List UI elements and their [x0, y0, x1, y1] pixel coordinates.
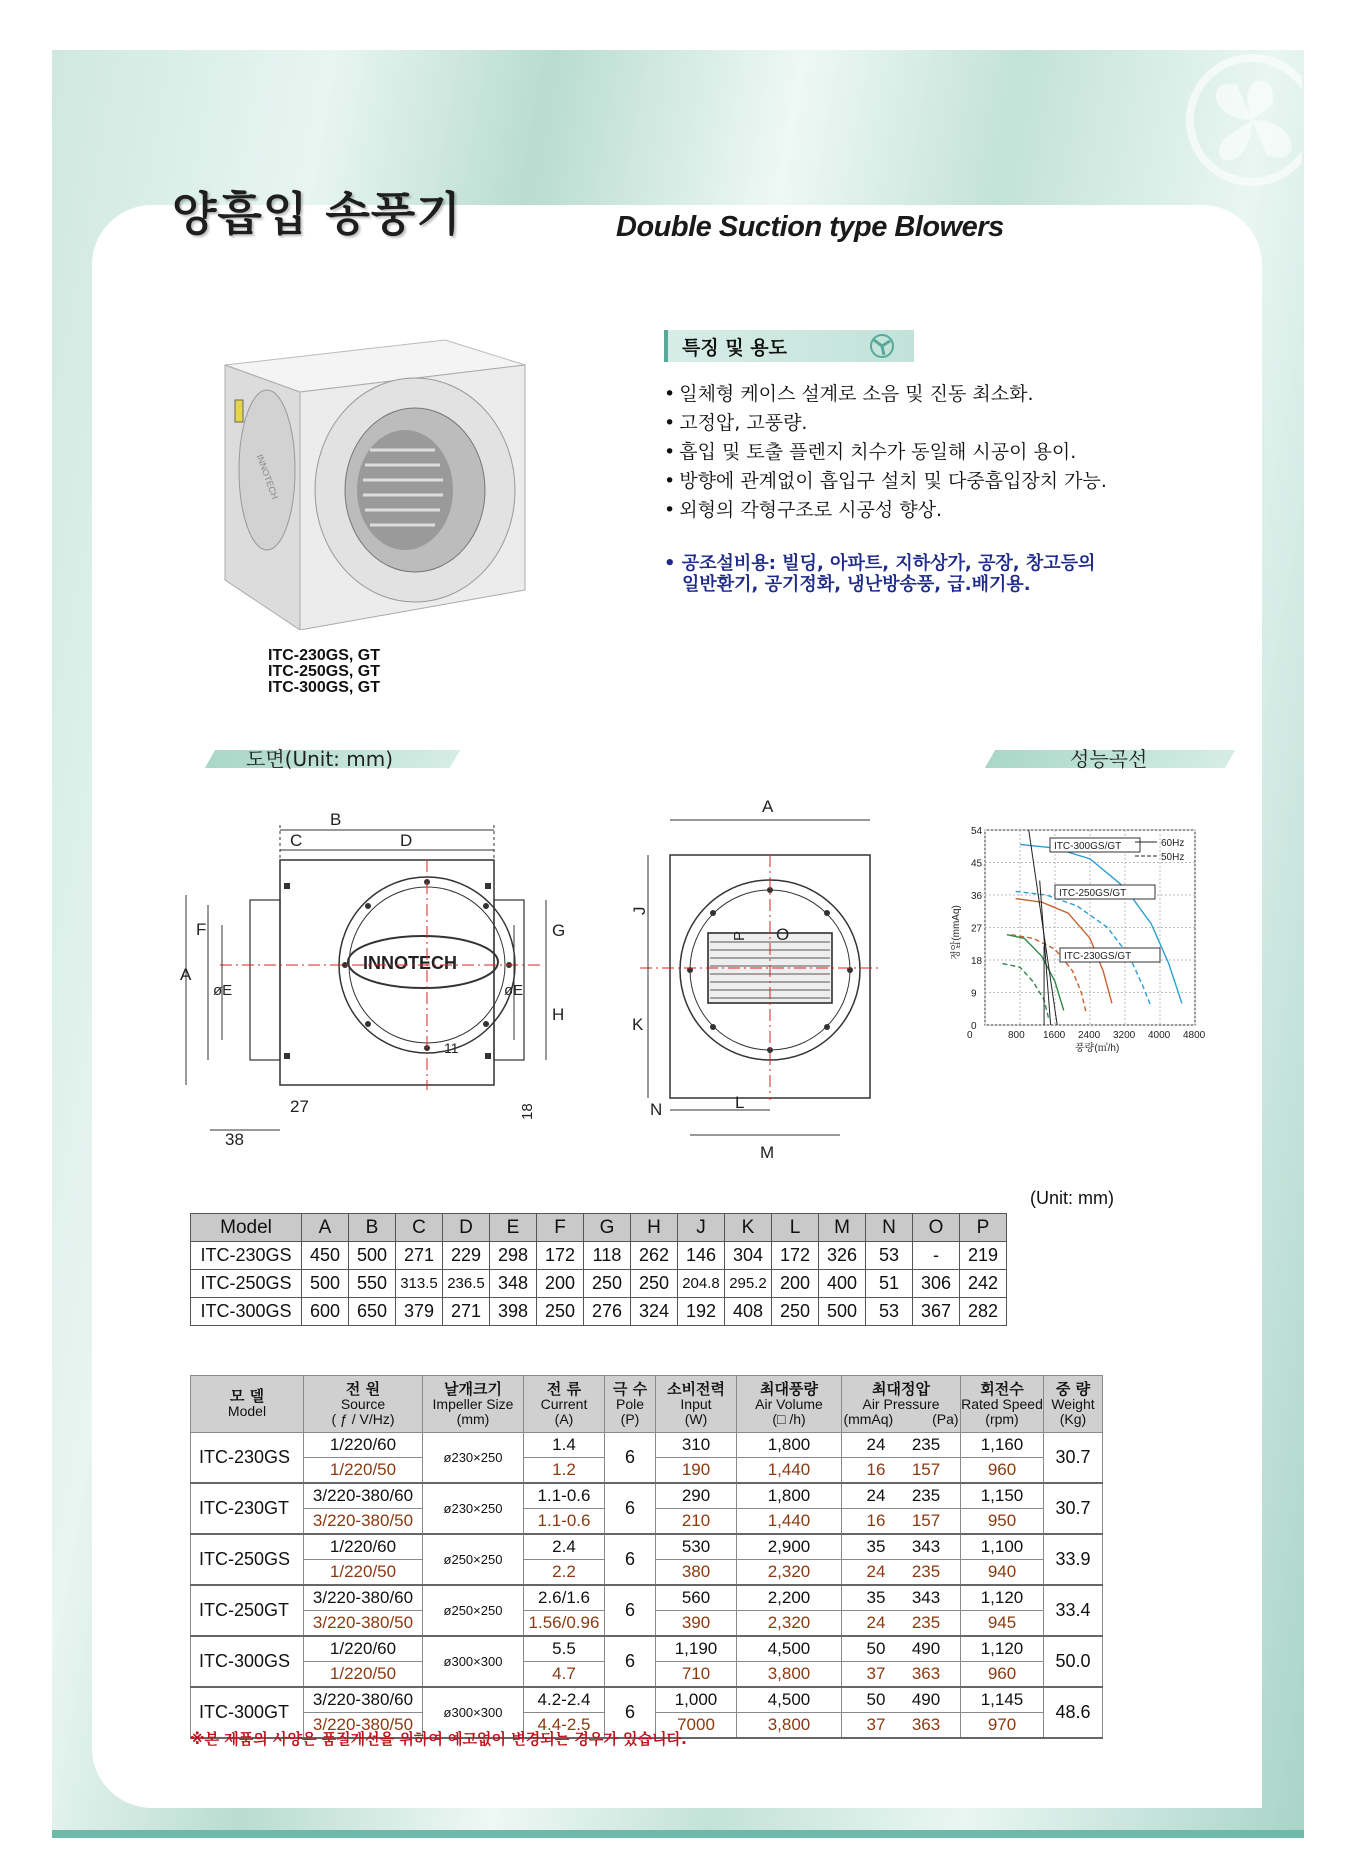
dim-header-g: G: [584, 1214, 631, 1242]
dim-header-n: N: [866, 1214, 913, 1242]
footnote: ※본 제품의 사양은 품질개선을 위하여 예고없이 변경되는 경우가 있습니다.: [190, 1730, 687, 1748]
spec-cell: [842, 1509, 961, 1535]
spec-cell: 560: [656, 1585, 737, 1611]
chart-x-tick: 0: [967, 1030, 973, 1041]
dim-table-unit: (Unit: mm): [1030, 1188, 1114, 1208]
dim-cell: 367: [913, 1298, 960, 1326]
pressure-mmaq: 24: [866, 1435, 886, 1454]
dim-label-G: G: [552, 921, 566, 940]
spec-cell: 1.2: [524, 1458, 605, 1484]
spec-cell: 3/220-380/50: [304, 1611, 423, 1637]
chart-x-tick: 1600: [1043, 1030, 1066, 1041]
spec-cell-model: ITC-230GS: [191, 1433, 304, 1484]
pressure-pa: 157: [911, 1460, 941, 1479]
dim-cell: 200: [772, 1270, 819, 1298]
dim-header-f: F: [537, 1214, 584, 1242]
dim-cell: 550: [349, 1270, 396, 1298]
dim-cell: 236.5: [443, 1270, 490, 1298]
spec-cell: 1,000: [656, 1687, 737, 1713]
page-subtitle: Double Suction type Blowers: [590, 205, 1030, 254]
dim-cell-model: ITC-300GS: [191, 1298, 302, 1326]
dim-cell: 348: [490, 1270, 537, 1298]
pressure-pa: 157: [911, 1511, 941, 1530]
dim-header-l: L: [772, 1214, 819, 1242]
dim-cell: 304: [725, 1242, 772, 1270]
pressure-mmaq: 50: [866, 1639, 886, 1658]
spec-cell: ø250×250: [423, 1585, 524, 1636]
chart-y-tick: 54: [971, 826, 983, 837]
spec-cell: [842, 1560, 961, 1586]
spec-cell: 1/220/60: [304, 1433, 423, 1458]
features-list: [664, 380, 1107, 525]
dim-label-27: 27: [290, 1097, 309, 1116]
dim-cell: 306: [913, 1270, 960, 1298]
spec-cell: 6: [605, 1585, 656, 1636]
dim-header-o: O: [913, 1214, 960, 1242]
spec-cell: 960: [961, 1662, 1044, 1688]
dim-cell: 250: [631, 1270, 678, 1298]
spec-cell: [842, 1433, 961, 1458]
spec-cell: 2.4: [524, 1534, 605, 1560]
spec-cell: 310: [656, 1433, 737, 1458]
spec-cell: 4.2-2.4: [524, 1687, 605, 1713]
spec-cell: 1.1-0.6: [524, 1483, 605, 1509]
spec-cell: 2,900: [737, 1534, 842, 1560]
dimension-table: [190, 1213, 1007, 1326]
spec-cell: 530: [656, 1534, 737, 1560]
dim-header-e: E: [490, 1214, 537, 1242]
table-row: [191, 1242, 1007, 1270]
chart-y-tick: 0: [971, 1021, 977, 1032]
dim-cell: 650: [349, 1298, 396, 1326]
pressure-mmaq: 35: [866, 1588, 886, 1607]
feature-item: • 흡입 및 토출 플렌지 치수가 동일해 시공이 용이.: [664, 438, 1107, 467]
spec-cell: [842, 1636, 961, 1662]
table-row: [191, 1585, 1103, 1611]
dim-cell: 192: [678, 1298, 725, 1326]
spec-cell: 3/220-380/50: [304, 1713, 423, 1739]
spec-cell: 3/220-380/60: [304, 1687, 423, 1713]
spec-cell-model: ITC-230GT: [191, 1483, 304, 1534]
spec-cell: [842, 1483, 961, 1509]
dim-header-h: H: [631, 1214, 678, 1242]
chart-annotation: ITC-300GS/GT: [1054, 841, 1122, 852]
dim-cell: 326: [819, 1242, 866, 1270]
dim-cell: 172: [772, 1242, 819, 1270]
spec-cell: 2.2: [524, 1560, 605, 1586]
dim-label-P: P: [731, 930, 748, 941]
chart-y-tick: 9: [971, 988, 977, 1000]
spec-cell: 4,500: [737, 1636, 842, 1662]
spec-cell: 970: [961, 1713, 1044, 1739]
spec-header: 전 류 Current (A): [524, 1376, 605, 1433]
dim-header-d: D: [443, 1214, 490, 1242]
spec-cell: ø300×300: [423, 1687, 524, 1738]
spec-cell: 710: [656, 1662, 737, 1688]
dim-cell-model: ITC-250GS: [191, 1270, 302, 1298]
pressure-pa: 343: [911, 1537, 941, 1556]
dim-label-18: 18: [519, 1103, 536, 1120]
spec-header: 회전수 Rated Speed (rpm): [961, 1376, 1044, 1433]
table-row: [191, 1270, 1007, 1298]
dim-cell: 500: [302, 1270, 349, 1298]
dim-cell: 250: [537, 1298, 584, 1326]
dim-label-D: D: [400, 831, 413, 850]
chart-annotation: ITC-230GS/GT: [1064, 951, 1132, 962]
spec-cell: ø230×250: [423, 1433, 524, 1484]
dim-label-M: M: [760, 1143, 775, 1160]
table-row: [191, 1483, 1103, 1509]
spec-cell: [842, 1458, 961, 1484]
spec-header: 중 량 Weight (Kg): [1044, 1376, 1103, 1433]
usage-text: [664, 553, 1184, 595]
technical-drawing: [180, 790, 1250, 1160]
chart-y-tick: 18: [971, 956, 983, 967]
spec-cell: 1/220/50: [304, 1662, 423, 1688]
curve-section-label: 성능곡선: [1070, 747, 1148, 771]
dim-header-c: C: [396, 1214, 443, 1242]
spec-cell: 1/220/60: [304, 1636, 423, 1662]
pressure-mmaq: 24: [866, 1613, 886, 1632]
spec-cell: 1,100: [961, 1534, 1044, 1560]
spec-cell: ø300×300: [423, 1636, 524, 1687]
spec-table: [190, 1375, 1103, 1739]
spec-cell: 6: [605, 1687, 656, 1738]
front-view: [630, 797, 880, 1160]
features-heading: [664, 330, 914, 362]
spec-cell: 33.9: [1044, 1534, 1103, 1585]
spec-cell-model: ITC-300GT: [191, 1687, 304, 1738]
feature-item: • 외형의 각형구조로 시공성 향상.: [664, 496, 1107, 525]
dim-label-F: F: [196, 920, 207, 939]
dim-cell: 271: [396, 1242, 443, 1270]
spec-cell: [842, 1687, 961, 1713]
chart-annotation: ITC-250GS/GT: [1059, 888, 1127, 899]
dim-cell: 242: [960, 1270, 1007, 1298]
chart-x-tick: 4000: [1148, 1030, 1171, 1041]
dim-cell: 298: [490, 1242, 537, 1270]
spec-cell: [842, 1662, 961, 1688]
pressure-mmaq: 24: [866, 1486, 886, 1505]
dim-cell: 250: [772, 1298, 819, 1326]
spec-cell: 940: [961, 1560, 1044, 1586]
spec-cell: 1,800: [737, 1483, 842, 1509]
dim-cell: 53: [866, 1298, 913, 1326]
fan-decoration-icon: [830, 333, 910, 359]
performance-chart: [949, 826, 1206, 1054]
spec-cell: 1.4: [524, 1433, 605, 1458]
chart-y-label: 정압(mmAq): [951, 905, 962, 960]
pressure-mmaq: 37: [866, 1664, 886, 1683]
spec-cell: 4,500: [737, 1687, 842, 1713]
dim-label-38: 38: [225, 1130, 244, 1149]
feature-item: • 고정압, 고풍량.: [664, 409, 1107, 438]
photo-model-list: [268, 648, 380, 696]
spec-cell: 30.7: [1044, 1433, 1103, 1484]
spec-cell: 6: [605, 1483, 656, 1534]
dim-cell-model: ITC-230GS: [191, 1242, 302, 1270]
dim-cell: 600: [302, 1298, 349, 1326]
spec-cell: 1/220/50: [304, 1560, 423, 1586]
dim-label-H: H: [552, 1005, 565, 1024]
dim-cell: 450: [302, 1242, 349, 1270]
pressure-pa: 235: [911, 1435, 941, 1454]
spec-cell: 1,440: [737, 1458, 842, 1484]
spec-cell: 48.6: [1044, 1687, 1103, 1738]
dim-label-K: K: [632, 1015, 644, 1034]
table-row: [191, 1433, 1103, 1458]
spec-cell: 1/220/60: [304, 1534, 423, 1560]
features-heading-label: 특징 및 용도: [682, 337, 787, 359]
spec-cell-model: ITC-250GS: [191, 1534, 304, 1585]
dim-cell: 172: [537, 1242, 584, 1270]
spec-cell: [842, 1713, 961, 1739]
chart-legend-label: 60Hz: [1161, 838, 1185, 849]
dim-cell: 500: [819, 1298, 866, 1326]
spec-cell: 1,440: [737, 1509, 842, 1535]
dim-label-L: L: [735, 1093, 745, 1112]
pressure-pa: 235: [911, 1613, 941, 1632]
spec-header: 최대풍량 Air Volume (□ /h): [737, 1376, 842, 1433]
pressure-pa: 235: [911, 1562, 941, 1581]
spec-cell-model: ITC-300GS: [191, 1636, 304, 1687]
spec-cell: 290: [656, 1483, 737, 1509]
dim-header-m: M: [819, 1214, 866, 1242]
chart-x-tick: 800: [1008, 1030, 1025, 1041]
feature-item: • 일체형 케이스 설계로 소음 및 진동 최소화.: [664, 380, 1107, 409]
dim-label-N: N: [650, 1100, 663, 1119]
spec-cell: 1,145: [961, 1687, 1044, 1713]
dim-header-b: B: [349, 1214, 396, 1242]
chart-legend-label: 50Hz: [1161, 852, 1185, 863]
spec-cell: 1,120: [961, 1636, 1044, 1662]
pressure-pa: 490: [911, 1639, 941, 1658]
spec-cell: 3,800: [737, 1662, 842, 1688]
curve-section-tag: [990, 746, 1230, 771]
spec-cell: 30.7: [1044, 1483, 1103, 1534]
spec-cell: 1,190: [656, 1636, 737, 1662]
pressure-pa: 235: [911, 1486, 941, 1505]
spec-cell: 2.6/1.6: [524, 1585, 605, 1611]
spec-cell: 380: [656, 1560, 737, 1586]
dim-label-E: øE: [213, 982, 233, 999]
spec-cell: [842, 1534, 961, 1560]
dim-cell: 295.2: [725, 1270, 772, 1298]
dim-label-B: B: [330, 810, 342, 829]
spec-cell: 1,800: [737, 1433, 842, 1458]
dim-cell: 400: [819, 1270, 866, 1298]
dim-label-C: C: [290, 831, 303, 850]
drawing-section-label: 도면(Unit: mm): [246, 747, 394, 771]
spec-cell: [842, 1611, 961, 1637]
spec-cell: 3,800: [737, 1713, 842, 1739]
dim-cell: 53: [866, 1242, 913, 1270]
photo-model-1: ITC-230GS, GT: [268, 647, 381, 664]
pressure-pa: 363: [911, 1664, 941, 1683]
spec-cell: 1.1-0.6: [524, 1509, 605, 1535]
photo-model-3: ITC-300GS, GT: [268, 679, 381, 696]
spec-cell: 3/220-380/50: [304, 1509, 423, 1535]
spec-cell: 1/220/50: [304, 1458, 423, 1484]
chart-x-tick: 2400: [1078, 1030, 1101, 1041]
spec-cell: 3/220-380/60: [304, 1483, 423, 1509]
drawing-section-tag: [210, 746, 455, 771]
spec-cell: 6: [605, 1433, 656, 1484]
spec-cell: 390: [656, 1611, 737, 1637]
dim-label-O: O: [776, 925, 790, 944]
chart-x-tick: 3200: [1113, 1030, 1136, 1041]
usage-line-2: 일반환기, 공기정화, 냉난방송풍, 급.배기용.: [682, 574, 1031, 595]
dim-cell: 313.5: [396, 1270, 443, 1298]
pressure-mmaq: 16: [866, 1511, 886, 1530]
dim-cell: 51: [866, 1270, 913, 1298]
spec-cell: ø250×250: [423, 1534, 524, 1585]
dim-cell: 408: [725, 1298, 772, 1326]
dim-label-A-front: A: [762, 797, 774, 816]
side-view: [180, 810, 565, 1149]
spec-cell: 33.4: [1044, 1585, 1103, 1636]
pressure-mmaq: 50: [866, 1690, 886, 1709]
dim-cell: 229: [443, 1242, 490, 1270]
spec-cell: 6: [605, 1636, 656, 1687]
spec-header: 날개크기 Impeller Size (mm): [423, 1376, 524, 1433]
dim-header-j: J: [678, 1214, 725, 1242]
usage-line-1: • 공조설비용: 빌딩, 아파트, 지하상가, 공장, 창고등의: [664, 553, 1096, 574]
chart-x-label: 풍량(㎥/h): [1075, 1043, 1120, 1054]
spec-header: 전 원 Source ( ƒ / V/Hz): [304, 1376, 423, 1433]
spec-cell: 960: [961, 1458, 1044, 1484]
dim-header-p: P: [960, 1214, 1007, 1242]
dim-cell: -: [913, 1242, 960, 1270]
dim-cell: 250: [584, 1270, 631, 1298]
dim-cell: 262: [631, 1242, 678, 1270]
dim-label-E-right: øE: [504, 982, 524, 999]
dim-header-a: A: [302, 1214, 349, 1242]
dim-cell: 200: [537, 1270, 584, 1298]
dim-cell: 118: [584, 1242, 631, 1270]
dim-cell: 282: [960, 1298, 1007, 1326]
spec-cell: 4.4-2.5: [524, 1713, 605, 1739]
spec-cell: 1,150: [961, 1483, 1044, 1509]
dim-cell: 219: [960, 1242, 1007, 1270]
spec-header: 최대정압 Air Pressure (mmAq) (Pa): [842, 1376, 961, 1433]
spec-cell: 2,320: [737, 1560, 842, 1586]
spec-cell: ø230×250: [423, 1483, 524, 1534]
spec-cell: 945: [961, 1611, 1044, 1637]
spec-cell: 950: [961, 1509, 1044, 1535]
spec-header: 극 수 Pole (P): [605, 1376, 656, 1433]
chart-y-tick: 45: [971, 858, 983, 870]
spec-cell: 3/220-380/60: [304, 1585, 423, 1611]
dim-cell: 379: [396, 1298, 443, 1326]
dim-cell: 204.8: [678, 1270, 725, 1298]
dim-label-11: 11: [444, 1040, 459, 1056]
table-row: [191, 1687, 1103, 1713]
pressure-mmaq: 35: [866, 1537, 886, 1556]
dim-cell: 324: [631, 1298, 678, 1326]
pressure-mmaq: 16: [866, 1460, 886, 1479]
drawing-logo-label: INNOTECH: [363, 953, 457, 973]
spec-cell: 5.5: [524, 1636, 605, 1662]
fan-logo-icon: [1152, 50, 1302, 200]
pressure-pa: 490: [911, 1690, 941, 1709]
spec-cell: 2,320: [737, 1611, 842, 1637]
photo-model-2: ITC-250GS, GT: [268, 663, 381, 680]
table-row: [191, 1298, 1007, 1326]
spec-cell-model: ITC-250GT: [191, 1585, 304, 1636]
spec-header: 소비전력 Input (W): [656, 1376, 737, 1433]
spec-header: 모 델 Model: [191, 1376, 304, 1433]
spec-cell: 1,160: [961, 1433, 1044, 1458]
dim-cell: 146: [678, 1242, 725, 1270]
chart-x-tick: 4800: [1183, 1030, 1206, 1041]
spec-cell: 50.0: [1044, 1636, 1103, 1687]
dim-header-model: Model: [191, 1214, 302, 1242]
page-title: 양흡입 송풍기: [172, 187, 462, 241]
spec-cell: 7000: [656, 1713, 737, 1739]
pressure-mmaq: 24: [866, 1562, 886, 1581]
spec-cell: 1,120: [961, 1585, 1044, 1611]
dim-cell: 276: [584, 1298, 631, 1326]
feature-item: • 방향에 관계없이 흡입구 설치 및 다중흡입장치 가능.: [664, 467, 1107, 496]
spec-cell: [842, 1585, 961, 1611]
spec-cell: 6: [605, 1534, 656, 1585]
spec-cell: 210: [656, 1509, 737, 1535]
spec-cell: 190: [656, 1458, 737, 1484]
photo-brand-label: INNOTECH: [254, 452, 281, 501]
pressure-mmaq: 37: [866, 1715, 886, 1734]
product-photo: [205, 330, 545, 630]
table-row: [191, 1534, 1103, 1560]
dim-cell: 500: [349, 1242, 396, 1270]
dim-cell: 271: [443, 1298, 490, 1326]
dim-label-J: J: [630, 906, 649, 915]
pressure-pa: 363: [911, 1715, 941, 1734]
chart-y-tick: 36: [971, 891, 983, 902]
table-row: [191, 1636, 1103, 1662]
spec-cell: 4.7: [524, 1662, 605, 1688]
dim-label-A: A: [180, 965, 192, 984]
dim-cell: 398: [490, 1298, 537, 1326]
chart-y-tick: 27: [971, 923, 983, 935]
spec-cell: 1.56/0.96: [524, 1611, 605, 1637]
pressure-pa: 343: [911, 1588, 941, 1607]
dim-header-k: K: [725, 1214, 772, 1242]
spec-cell: 2,200: [737, 1585, 842, 1611]
